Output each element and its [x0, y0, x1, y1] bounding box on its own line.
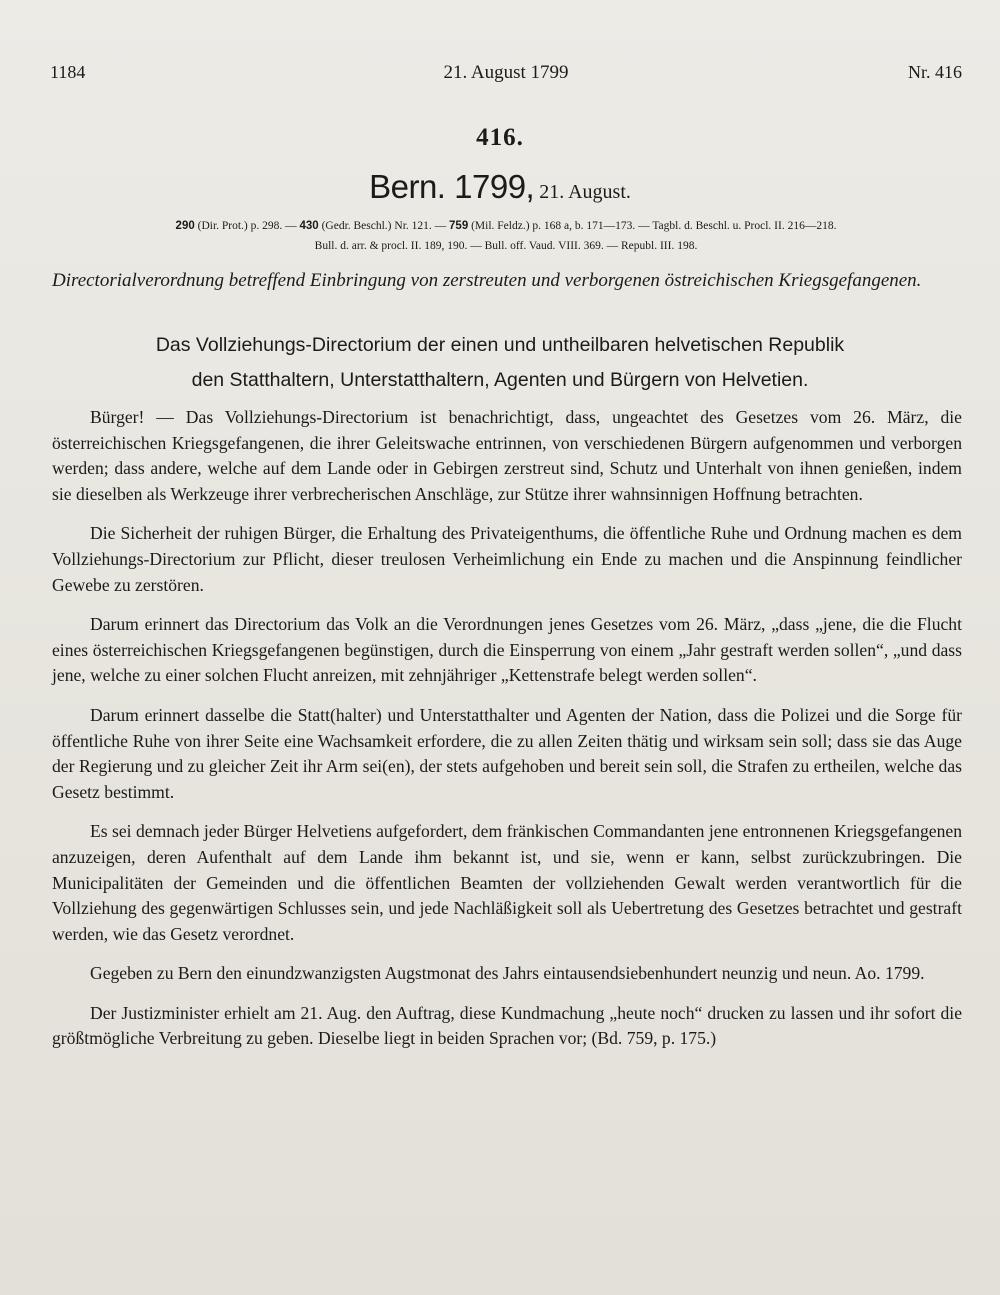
entry-number: 416. [476, 124, 524, 151]
ref-number: 430 [299, 220, 319, 232]
page-number: 1184 [50, 62, 86, 82]
references-line-1 [52, 220, 960, 232]
paragraph: Bürger! — Das Vollziehungs-Directorium ist benachrichtigt, dass, ungeachtet des Gesetzes vom 26. März, die österreichischen Kriegsgefangenen, die ihrer Geleitswache entrinnen, von verschiedenen Bürgern aufgenommen und verborgen werden; dass andere, welche auf dem Lande oder in Gebirgen zerstreut sind, Schutz und Unterhalt von ihnen genießen, indem sie dieselben als Werkzeuge ihrer verbrecherischen Anschläge, zur Stütze ihrer wahnsinnigen Hoffnung betrachten. [52, 407, 962, 504]
ref-text: (Dir. Prot.) p. 298. — [194, 220, 300, 232]
header-date: 21. August 1799 [443, 62, 569, 83]
address-line-1: Das Vollziehungs-Directorium der einen und untheilbaren helvetischen Republik [155, 334, 845, 356]
entry-title [0, 168, 1000, 206]
address-line-2: den Statthaltern, Unterstatthaltern, Agenten und Bürgern von Helvetien. [191, 369, 809, 391]
paragraph: Darum erinnert dasselbe die Statt(halter) und Unterstatthalter und Agenten der Nation, dass die Polizei und die Sorge für öffentliche Ruhe von ihrer Seite eine Wachsamkeit erfordere, die zu allen Zeiten thätig und wirksam sein soll; dass sie das Auge der Regierung und zu gleicher Zeit ihr Arm sei(en), der stets aufgehoben und bereit sein soll, die Strafen zu ertheilen, welche das Gesetz bestimmt. [52, 704, 962, 802]
place-year: Bern. 1799, [369, 168, 535, 205]
header-entry-ref: Nr. 416 [908, 62, 962, 82]
paragraph: Darum erinnert das Directorium das Volk an die Verordnungen jenes Gesetzes vom 26. März, „dass „jene, die die Flucht eines österreichischen Kriegsgefangenen begünstigen, durch die Einsperrung von einem „Jahr gestraft werden sollen“, „und dass jene, welche zu einer solchen Flucht anreizen, mit zehnjähriger „Kettenstrafe belegt werden sollen“. [52, 614, 962, 686]
document-heading: Directorialverordnung betreffend Einbringung von zerstreuten und verborgenen östreichischen Kriegsgefangenen. [52, 270, 922, 291]
ref-number: 759 [449, 220, 469, 232]
document-body [52, 405, 962, 1066]
paragraph: Die Sicherheit der ruhigen Bürger, die Erhaltung des Privateigenthums, die öffentliche Ruhe und Ordnung machen es dem Vollziehungs-Directorium zur Pflicht, dieser treulosen Verheimlichung ein Ende zu machen und die Anspinnung feindlicher Gewebe zu zerstören. [52, 523, 962, 595]
ref-number: 290 [175, 220, 195, 232]
entry-date: 21. August. [539, 181, 631, 203]
ref-text: (Mil. Feldz.) p. 168 a, b. 171—173. — Tagbl. d. Beschl. u. Procl. II. 216—218. [468, 220, 837, 232]
references-line-2: Bull. d. arr. & procl. II. 189, 190. — Bull. off. Vaud. VIII. 369. — Republ. III. 198. [314, 240, 698, 252]
running-header [50, 62, 962, 88]
ref-text: (Gedr. Beschl.) Nr. 121. — [318, 220, 450, 232]
paragraph: Der Justizminister erhielt am 21. Aug. den Auftrag, diese Kundmachung „heute noch“ drucken zu lassen und ihr sofort die größtmögliche Verbreitung zu geben. Dieselbe liegt in beiden Sprachen vor; (Bd. 759, p. 175.) [52, 1002, 962, 1049]
paragraph: Gegeben zu Bern den einundzwanzigsten Augstmonat des Jahrs eintausendsiebenhundert neunzig und neun. Ao. 1799. [90, 963, 925, 984]
paragraph: Es sei demnach jeder Bürger Helvetiens aufgefordert, dem fränkischen Commandanten jene entronnenen Kriegsgefangenen anzuzeigen, deren Aufenthalt auf dem Lande ihm bekannt ist, und sie, wenn er kann, selbst zurückzubringen. Die Municipalitäten der Gemeinden und die öffentlichen Beamten der vollziehenden Gewalt werden verantwortlich für die Vollziehung des gegenwärtigen Schlusses sein, und jede Nachläßigkeit soll als Uebertretung des Gesetzes betrachtet und gestraft werden, wie das Gesetz verordnet. [52, 821, 962, 944]
